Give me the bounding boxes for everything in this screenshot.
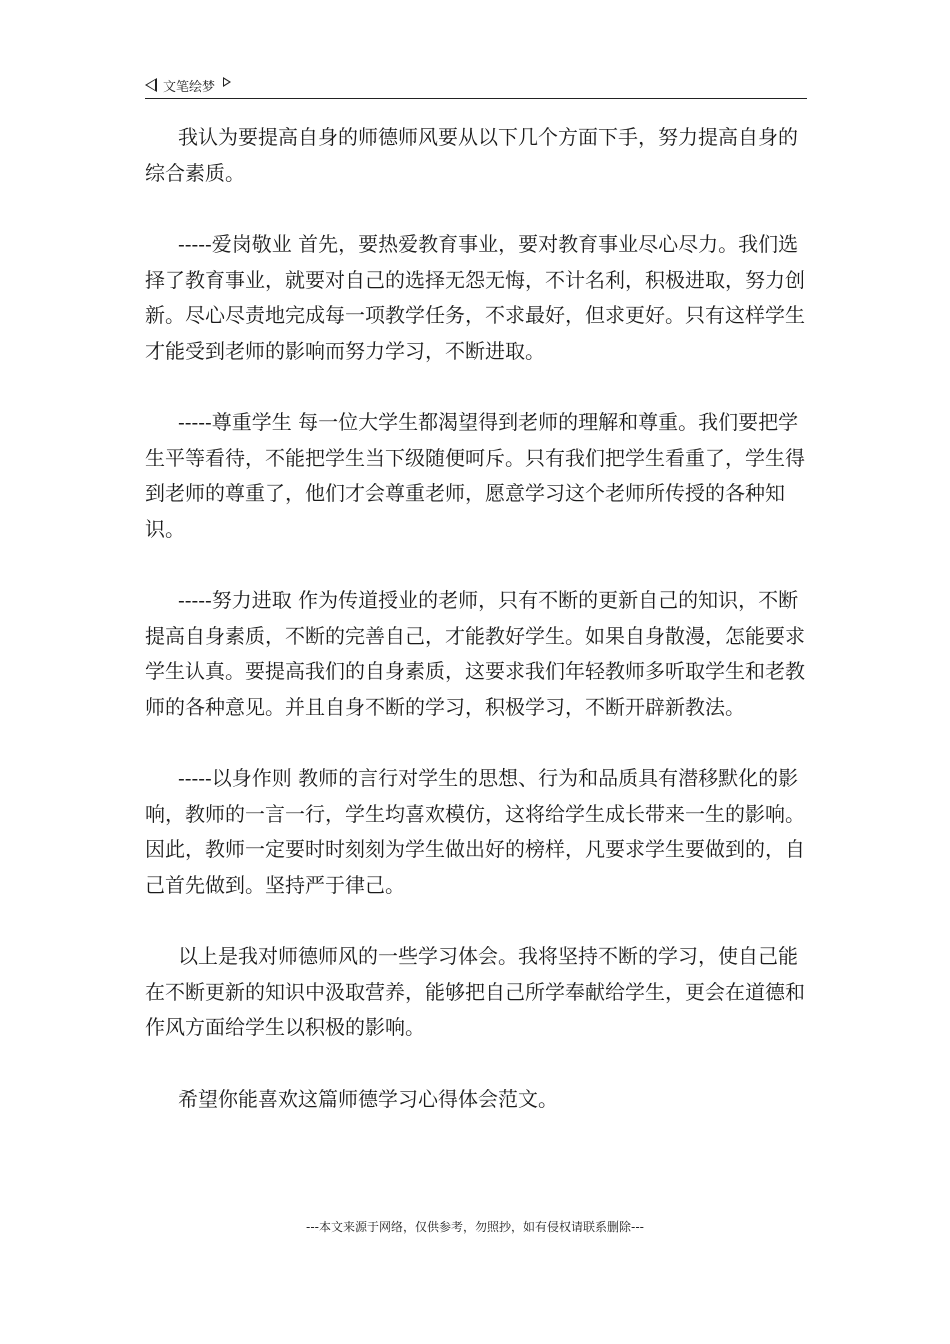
paragraph-conclusion: 以上是我对师德师风的一些学习体会。我将坚持不断的学习，使自己能在不断更新的知识中汲取营养，能够把自己所学奉献给学生，更会在道德和作风方面给学生以积极的影响。 — [145, 944, 805, 1039]
document-body — [145, 120, 813, 1153]
paragraph-love-job: -----爱岗敬业 首先，要热爱教育事业，要对教育事业尽心尽力。我们选择了教育事业，就要对自己的选择无怨无悔，不计名利，积极进取，努力创新。尽心尽责地完成每一项教学任务，不求最好，但求更好。只有这样学生才能受到老师的影响而努力学习，不断进取。 — [145, 232, 805, 363]
header-title: 文笔绘梦 — [163, 79, 216, 95]
triangle-right-icon — [223, 77, 231, 87]
paragraph-closing: 希望你能喜欢这篇师德学习心得体会范文。 — [178, 1086, 558, 1111]
paragraph-lead-by-example: -----以身作则 教师的言行对学生的思想、行为和品质具有潜移默化的影响，教师的一言一行，学生均喜欢模仿，这将给学生成长带来一生的影响。因此，教师一定要时时刻刻为学生做出好的榜样，凡要求学生要做到的，自己首先做到。坚持严于律己。 — [145, 766, 805, 897]
triangle-left-icon — [145, 78, 157, 92]
paragraph-strive-progress: -----努力进取 作为传道授业的老师，只有不断的更新自己的知识，不断提高自身素质，不断的完善自己，才能教好学生。如果自身散漫，怎能要求学生认真。要提高我们的自身素质，这要求我们年轻教师多听取学生和老教师的各种意见。并且自身不断的学习，积极学习，不断开辟新教法。 — [145, 588, 805, 719]
paragraph-respect-students: -----尊重学生 每一位大学生都渴望得到老师的理解和尊重。我们要把学生平等看待，不能把学生当下级随便呵斥。只有我们把学生看重了，学生得到老师的尊重了，他们才会尊重老师，愿意学习这个老师所传授的各种知识。 — [145, 410, 805, 541]
page-footer: ---本文来源于网络，仅供参考，勿照抄，如有侵权请联系删除--- — [306, 1220, 644, 1234]
paragraph-intro: 我认为要提高自身的师德师风要从以下几个方面下手，努力提高自身的综合素质。 — [145, 125, 798, 185]
page-header — [145, 72, 807, 99]
